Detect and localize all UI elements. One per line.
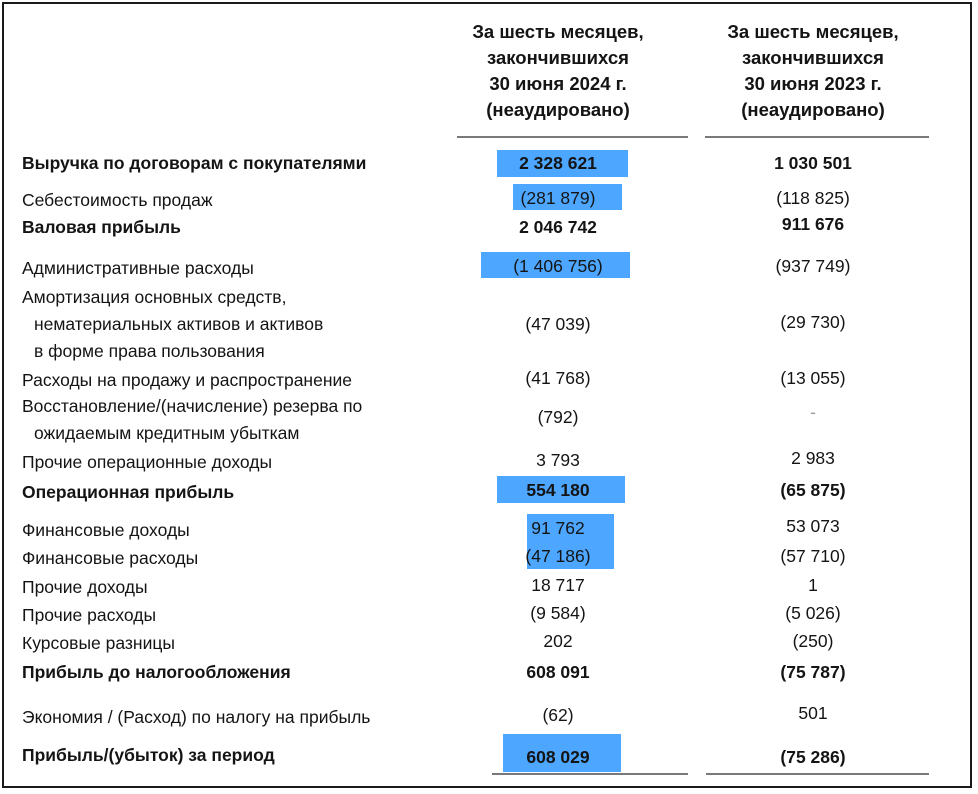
- header-underline-2024: [457, 136, 688, 138]
- value-2023: (118 825): [776, 188, 850, 208]
- row-operating-profit: [0, 477, 978, 505]
- row-label: Операционная прибыль: [22, 482, 235, 502]
- row-other-operating-income: [0, 447, 978, 475]
- value-2023: 1 030 501: [774, 153, 852, 173]
- row-cost-of-sales: [0, 185, 978, 213]
- header-line: (неаудировано): [486, 99, 630, 120]
- row-label: Расходы на продажу и распространение: [22, 370, 352, 390]
- row-revenue: [0, 150, 978, 178]
- value-2024: (47 039): [525, 314, 591, 334]
- row-admin-expenses: [0, 253, 978, 281]
- total-underline-2024: [492, 773, 688, 775]
- header-line: (неаудировано): [741, 99, 885, 120]
- row-other-expenses: [0, 600, 978, 628]
- row-label: Выручка по договорам с покупателями: [22, 153, 367, 173]
- value-2024: 2 328 621: [519, 153, 597, 173]
- value-2024: (62): [542, 705, 574, 725]
- value-2023: (937 749): [775, 256, 851, 276]
- row-label: Валовая прибыль: [22, 217, 181, 237]
- value-2023: (75 286): [780, 747, 846, 767]
- row-label: Экономия / (Расход) по налогу на прибыль: [22, 707, 371, 727]
- header-line: закончившихся: [742, 47, 884, 68]
- row-finance-income: [0, 515, 978, 543]
- header-line: 30 июня 2023 г.: [744, 73, 882, 94]
- value-2023: 1: [808, 575, 818, 595]
- column-header-2024: [458, 19, 658, 123]
- value-2023: -: [810, 402, 816, 422]
- row-finance-expenses: [0, 543, 978, 571]
- value-2024: 202: [543, 631, 573, 651]
- value-2023: (57 710): [780, 546, 846, 566]
- row-fx-differences: [0, 628, 978, 656]
- header-line: закончившихся: [487, 47, 629, 68]
- value-2023: (29 730): [780, 312, 846, 332]
- row-label: Прочие расходы: [22, 605, 157, 625]
- header-line: За шесть месяцев,: [727, 21, 899, 42]
- value-2024: (1 406 756): [513, 256, 603, 276]
- row-label-line: Амортизация основных средств,: [22, 287, 287, 307]
- row-label-line: Восстановление/(начисление) резерва по: [22, 396, 363, 416]
- value-2024: 91 762: [531, 518, 585, 538]
- row-label-line: в форме права пользования: [34, 341, 265, 361]
- row-label: Административные расходы: [22, 258, 254, 278]
- row-label: [22, 284, 323, 365]
- row-profit-before-tax: [0, 659, 978, 687]
- value-2024: (9 584): [530, 603, 586, 623]
- value-2024: (281 879): [520, 188, 596, 208]
- row-depreciation: [0, 284, 978, 365]
- header-line: 30 июня 2024 г.: [489, 73, 627, 94]
- value-2024: 608 029: [526, 747, 590, 767]
- row-label: [22, 393, 362, 447]
- row-label: Прибыль до налогообложения: [22, 662, 291, 682]
- value-2023: (65 875): [780, 480, 846, 500]
- column-header-2023: [713, 19, 913, 123]
- value-2024: 554 180: [526, 480, 590, 500]
- total-underline-2023: [706, 773, 929, 775]
- row-label: Прибыль/(убыток) за период: [22, 745, 275, 765]
- row-gross-profit: [0, 214, 978, 242]
- header-underline-2023: [705, 136, 929, 138]
- value-2024: (41 768): [525, 368, 591, 388]
- row-label: Прочие операционные доходы: [22, 452, 273, 472]
- value-2023: 911 676: [781, 214, 845, 234]
- row-selling-expenses: [0, 365, 978, 393]
- value-2023: (75 787): [780, 662, 846, 682]
- row-income-tax: [0, 702, 978, 730]
- value-2024: (792): [537, 407, 579, 427]
- value-2023: 501: [798, 703, 828, 723]
- row-label: Себестоимость продаж: [22, 190, 213, 210]
- value-2023: (13 055): [780, 368, 846, 388]
- value-2024: 608 091: [526, 662, 590, 682]
- row-credit-loss-provision: [0, 393, 978, 447]
- row-label: Финансовые доходы: [22, 520, 190, 540]
- value-2023: 53 073: [786, 516, 840, 536]
- value-2024: 18 717: [531, 575, 585, 595]
- header-line: За шесть месяцев,: [472, 21, 644, 42]
- row-label-line: ожидаемым кредитным убыткам: [34, 423, 300, 443]
- value-2023: (5 026): [785, 603, 841, 623]
- row-label-line: нематериальных активов и активов: [34, 314, 324, 334]
- value-2023: (250): [792, 631, 834, 651]
- value-2024: 3 793: [536, 450, 580, 470]
- value-2023: 2 983: [791, 448, 835, 468]
- row-label: Прочие доходы: [22, 577, 148, 597]
- row-other-income: [0, 572, 978, 600]
- value-2024: 2 046 742: [519, 217, 597, 237]
- row-label: Курсовые разницы: [22, 633, 175, 653]
- row-net-profit: [0, 742, 978, 770]
- row-label: Финансовые расходы: [22, 548, 199, 568]
- value-2024: (47 186): [525, 546, 591, 566]
